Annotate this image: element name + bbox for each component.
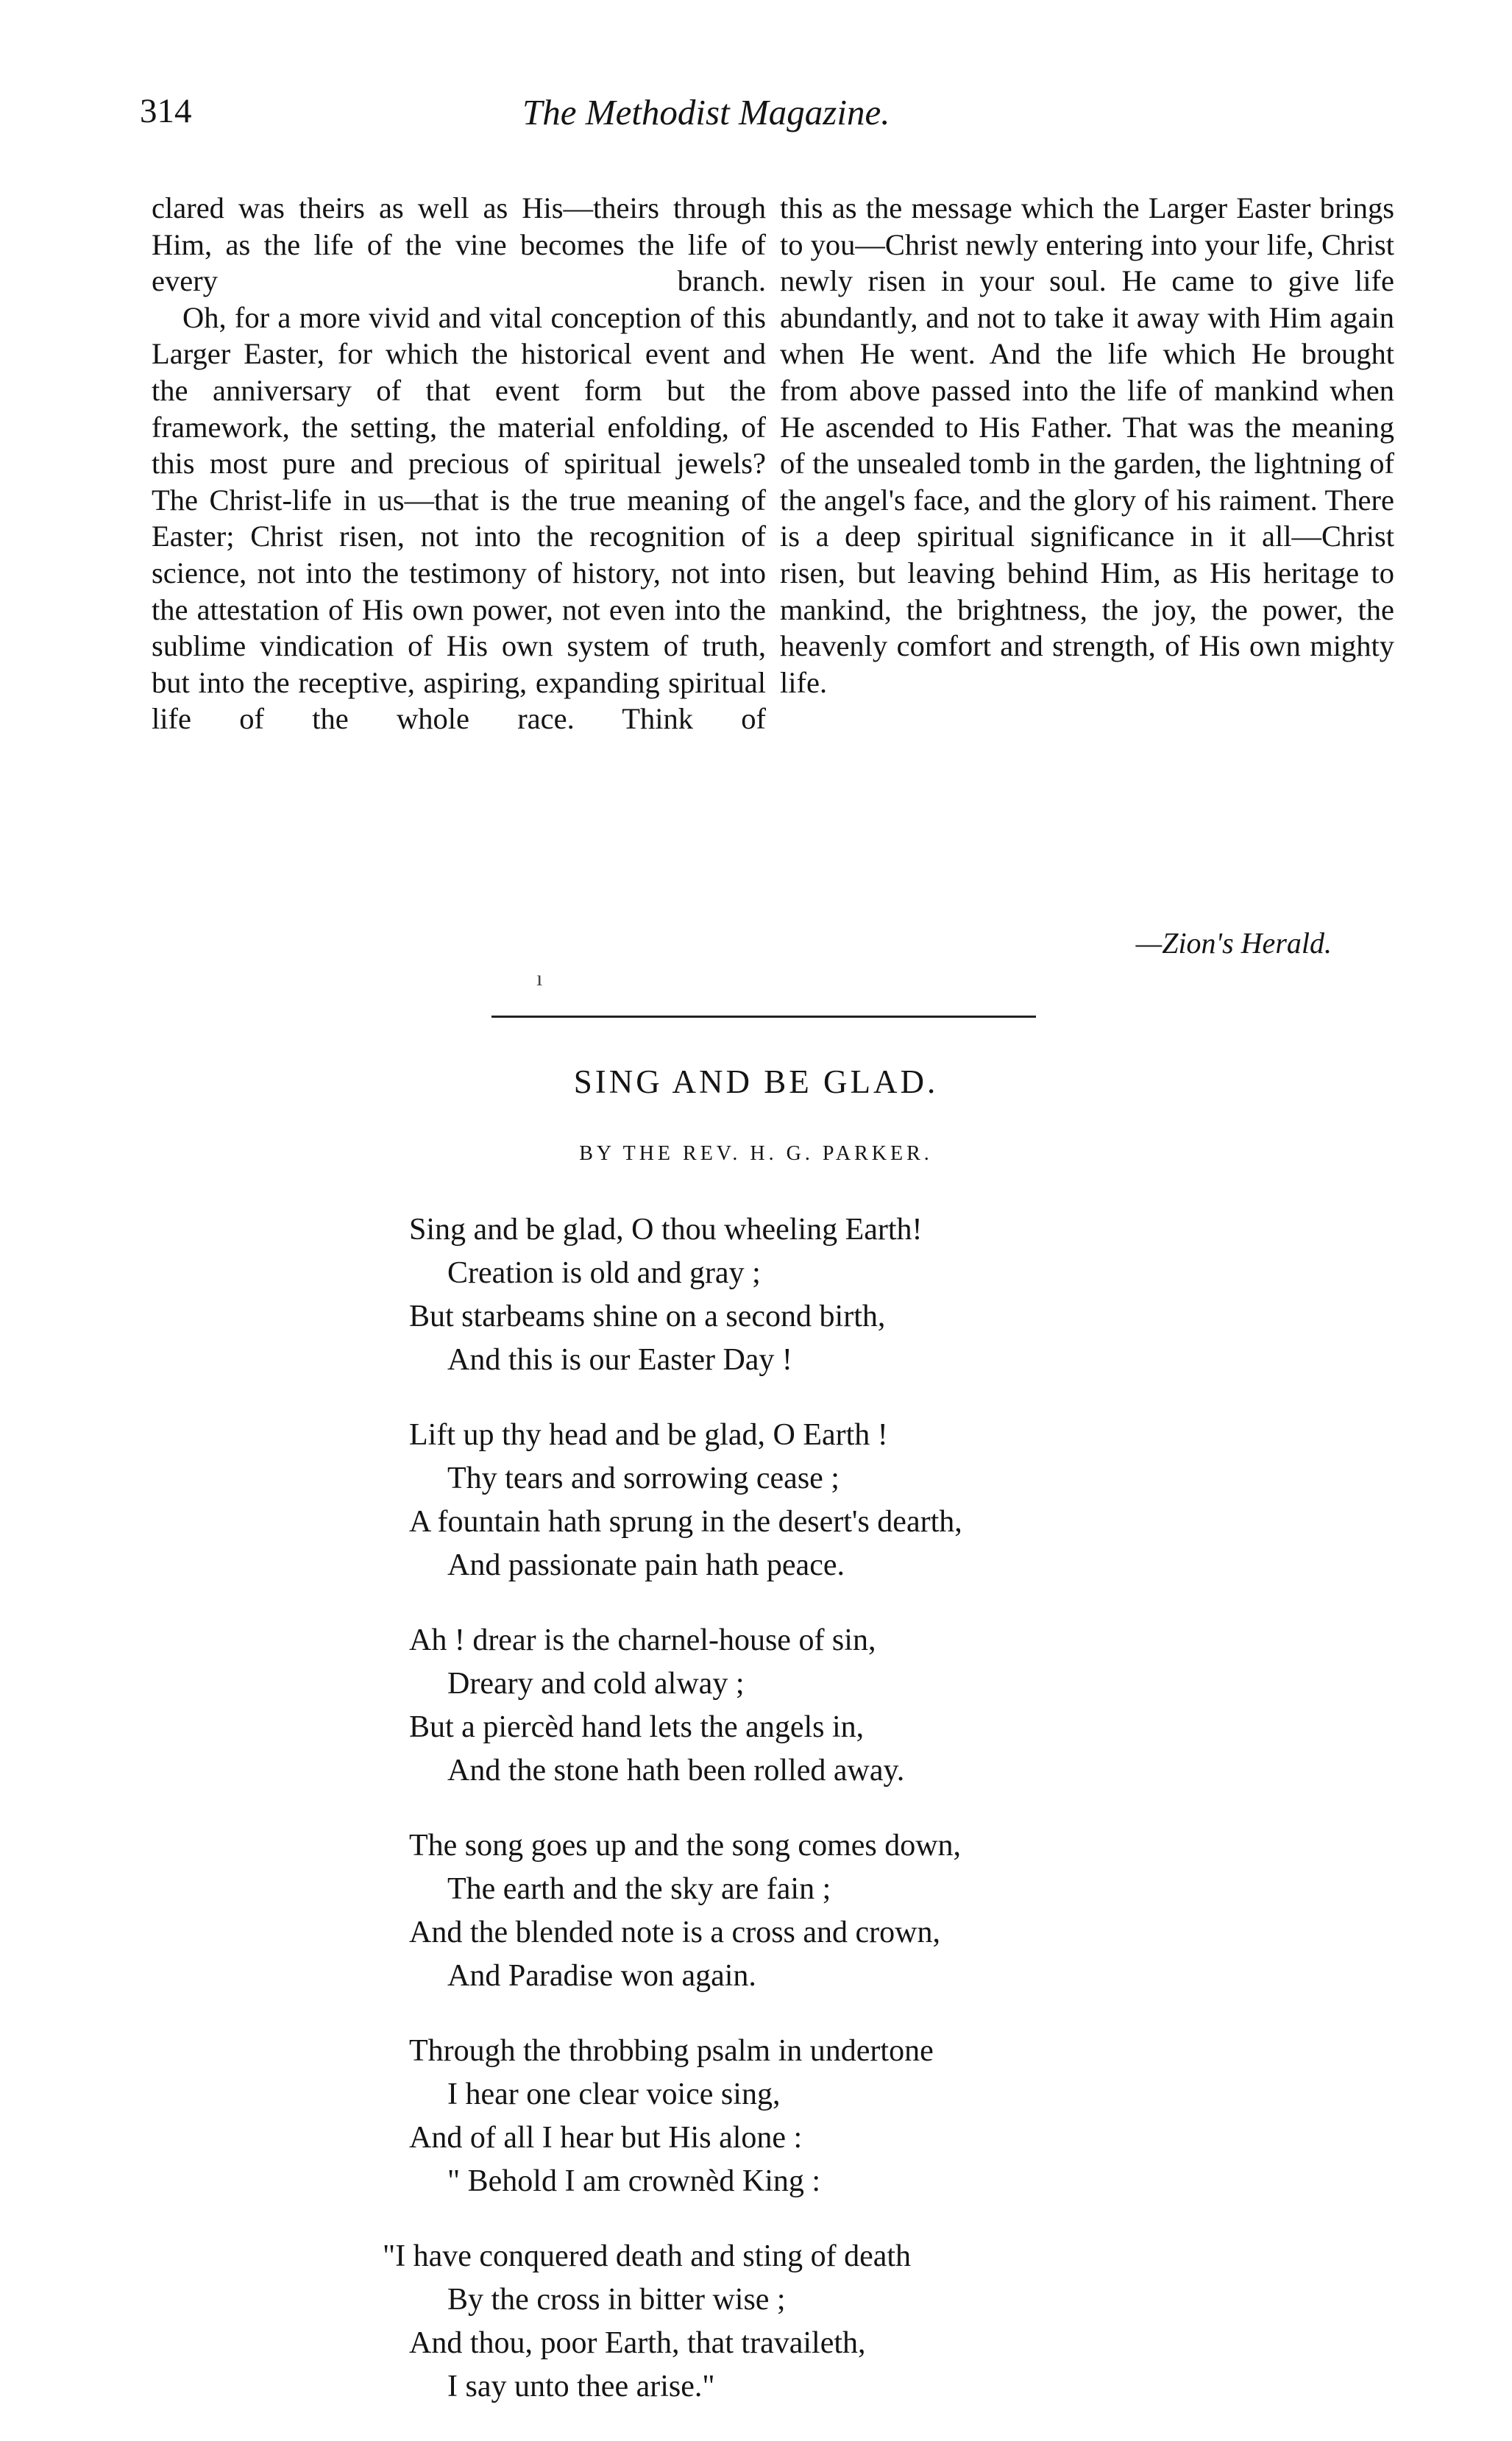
poem-stanza — [409, 1619, 1292, 1793]
poem-line: The earth and the sky are fain ; — [447, 1872, 831, 1906]
stray-mark: ı — [536, 966, 543, 991]
article-paragraph: Oh, for a more vivid and vital conception of this Larger Easter, for which the historical event and the anniversary of that event form but the framework, the setting, the material enfolding, of this most pure and precious of spiritual jewels? The Christ-life in us—that is the true meaning of Easter; Christ risen, not into the recognition of science, not into the testimony of history, not into the attestation of His own power, not even into the sublime vindication of His own system of truth, but into the receptive, aspiring, expanding spiritual life of the whole race. Think of — [152, 300, 766, 736]
poem-line: I hear one clear voice sing, — [447, 2077, 781, 2111]
poem-stanza — [409, 1414, 1292, 1587]
poem-line: Creation is old and gray ; — [447, 1256, 761, 1290]
poem-byline: BY THE REV. H. G. PARKER. — [579, 1142, 933, 1165]
article-right-column — [780, 190, 1394, 701]
poem-stanza — [409, 2030, 1292, 2203]
poem-line: And thou, poor Earth, that travaileth, — [409, 2326, 866, 2360]
poem-line: And the blended note is a cross and crown, — [409, 1916, 940, 1949]
poem-line: Through the throbbing psalm in undertone — [409, 2034, 934, 2068]
page-number: 314 — [140, 92, 192, 130]
poem-line: I say unto thee arise." — [447, 2370, 715, 2403]
poem-line: But a piercèd hand lets the angels in, — [409, 1710, 865, 1744]
poem-line: By the cross in bitter wise ; — [447, 2283, 786, 2317]
poem-line: But starbeams shine on a second birth, — [409, 1300, 886, 1333]
poem-stanza — [409, 1824, 1292, 1998]
poem-line: Lift up thy head and be glad, O Earth ! — [409, 1418, 888, 1452]
poem-line: Sing and be glad, O thou wheeling Earth! — [409, 1213, 923, 1247]
poem-line: " Behold I am crownèd King : — [447, 2164, 821, 2198]
poem-line: Ah ! drear is the charnel-house of sin, — [409, 1623, 876, 1657]
poem-line: And the stone hath been rolled away. — [447, 1754, 905, 1788]
attribution: —Zion's Herald. — [1135, 927, 1332, 960]
poem-line: And this is our Easter Day ! — [447, 1343, 792, 1377]
article-paragraph: this as the message which the Larger Easter brings to you—Christ newly entering into your life, Christ newly risen in your soul. He came to give life abundantly, and not to take it away with Him again when He went. And the life which He brought from above passed into the life of mankind when He ascended to His Father. That was the meaning of the unsealed tomb in the garden, the lightning of the angel's face, and the glory of his raiment. There is a deep spiritual significance in it all—Christ risen, but leaving behind Him, as His heritage to mankind, the brightness, the joy, the power, the heavenly comfort and strength, of His own mighty life. — [780, 191, 1394, 699]
poem-line: "I have conquered death and sting of death — [383, 2239, 912, 2273]
poem-stanza — [383, 2235, 1292, 2409]
poem-title: SING AND BE GLAD. — [573, 1063, 939, 1100]
poem-line: Dreary and cold alway ; — [447, 1667, 745, 1701]
article-left-column — [152, 190, 766, 737]
poem-stanza — [409, 1208, 1292, 1382]
section-divider — [491, 1016, 1036, 1018]
poem — [383, 1208, 1292, 2440]
article-paragraph: clared was theirs as well as His—theirs through Him, as the life of the vine becomes the life of every branch. — [152, 191, 766, 298]
poem-line: And Paradise won again. — [447, 1959, 756, 1993]
poem-line: Thy tears and sorrowing cease ; — [447, 1462, 840, 1495]
poem-line: And passionate pain hath peace. — [447, 1548, 845, 1582]
poem-line: And of all I hear but His alone : — [409, 2121, 803, 2155]
poem-line: A fountain hath sprung in the desert's dearth, — [409, 1505, 962, 1539]
poem-line: The song goes up and the song comes down, — [409, 1829, 962, 1863]
running-title: The Methodist Magazine. — [522, 92, 890, 132]
